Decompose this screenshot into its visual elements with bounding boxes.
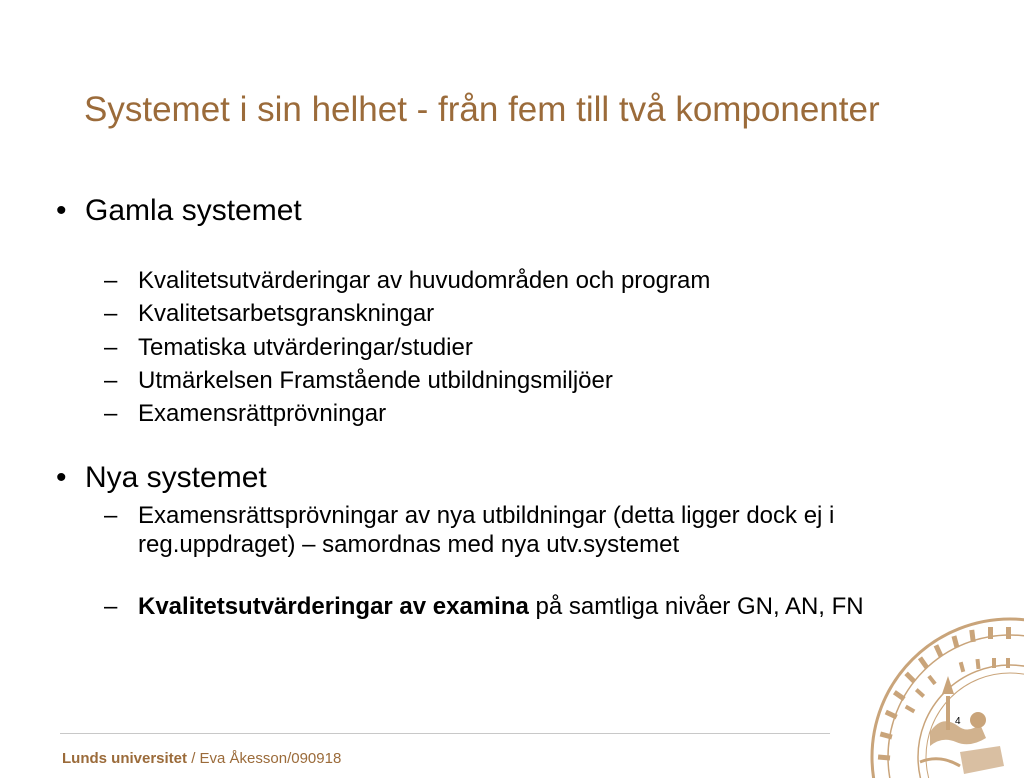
- university-seal-icon: [860, 612, 1024, 783]
- dash-marker: –: [104, 502, 118, 529]
- bullet-dot: •: [56, 461, 67, 494]
- footer-divider: [60, 733, 830, 734]
- list-item-text: [138, 592, 948, 621]
- dash-marker: –: [104, 593, 118, 620]
- list-item-text: Kvalitetsarbetsgranskningar: [138, 300, 435, 327]
- list-item-text: Kvalitetsutvärderingar av huvudområden och program: [138, 267, 711, 294]
- dash-marker: –: [104, 300, 118, 327]
- list-item-text: Examensrättsprövningar av nya utbildningar (detta ligger dock ej i reg.uppdraget) – samordnas med nya utv.systemet: [138, 502, 835, 558]
- list-item-rest: på samtliga nivåer GN, AN, FN: [528, 593, 864, 620]
- dash-marker: –: [104, 367, 118, 394]
- list-item-text: Tematiska utvärderingar/studier: [138, 334, 473, 361]
- footer-org: Lunds universitet: [62, 750, 188, 767]
- bullet-label: Nya systemet: [85, 461, 267, 494]
- list-item-text: Utmärkelsen Framstående utbildningsmiljöer: [138, 367, 613, 394]
- slide-title: Systemet i sin helhet - från fem till två komponenter: [84, 90, 880, 129]
- footer-author-date: / Eva Åkesson/090918: [187, 750, 342, 767]
- bullet-label: Gamla systemet: [85, 194, 302, 227]
- dash-marker: –: [104, 334, 118, 361]
- emphasis-text: Kvalitetsutvärderingar av examina: [138, 593, 529, 620]
- page-number: 4: [955, 716, 961, 727]
- footer: [62, 750, 341, 767]
- dash-marker: –: [104, 267, 118, 294]
- dash-marker: –: [104, 400, 118, 427]
- bullet-dot: •: [56, 194, 67, 227]
- list-item-text: Examensrättprövningar: [138, 400, 387, 427]
